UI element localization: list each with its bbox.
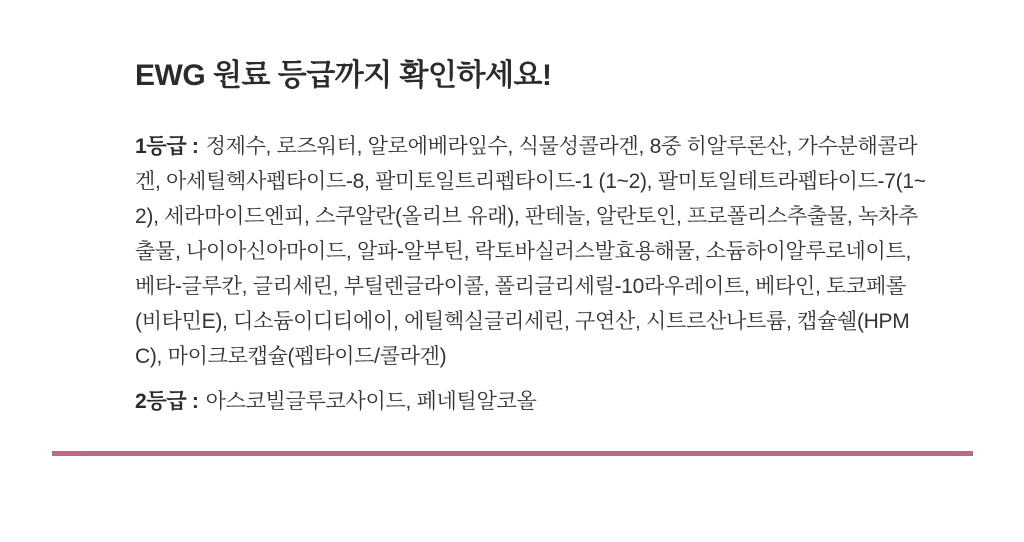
grade1-label: 1등급 : (135, 135, 199, 158)
grade2-paragraph (135, 384, 930, 419)
grade1-paragraph (135, 129, 930, 374)
grade1-ingredients: 정제수, 로즈워터, 알로에베라잎수, 식물성콜라겐, 8중 히알루론산, 가수분해콜라겐, 아세틸헥사펩타이드-8, 팔미토일트리펩타이드-1 (1~2), 팔미토일테트라펩타이드-7(1~2), 세라마이드엔피, 스쿠알란(올리브 유래), 판테놀, 알란토인, 프로폴리스추출물, 녹차추출물, 나이아신아마이드, 알파-알부틴, 락토바실러스발효용해물, 소듐하이알루로네이트, 베타-글루칸, 글리세린, 부틸렌글라이콜, 폴리글리세릴-10라우레이트, 베타인, 토코페롤(비타민E), 디소듐이디티에이, 에틸헥실글리세린, 구연산, 시트르산나트륨, 캡슐쉘(HPMC), 마이크로캡슐(펩타이드/콜라겐) (135, 135, 926, 368)
section-divider (52, 451, 973, 456)
grade2-label: 2등급 : (135, 390, 199, 413)
ingredient-grades-text (135, 129, 930, 419)
page-title: EWG 원료 등급까지 확인하세요! (135, 59, 552, 92)
grade2-ingredients: 아스코빌글루코사이드, 페네틸알코올 (205, 390, 537, 413)
